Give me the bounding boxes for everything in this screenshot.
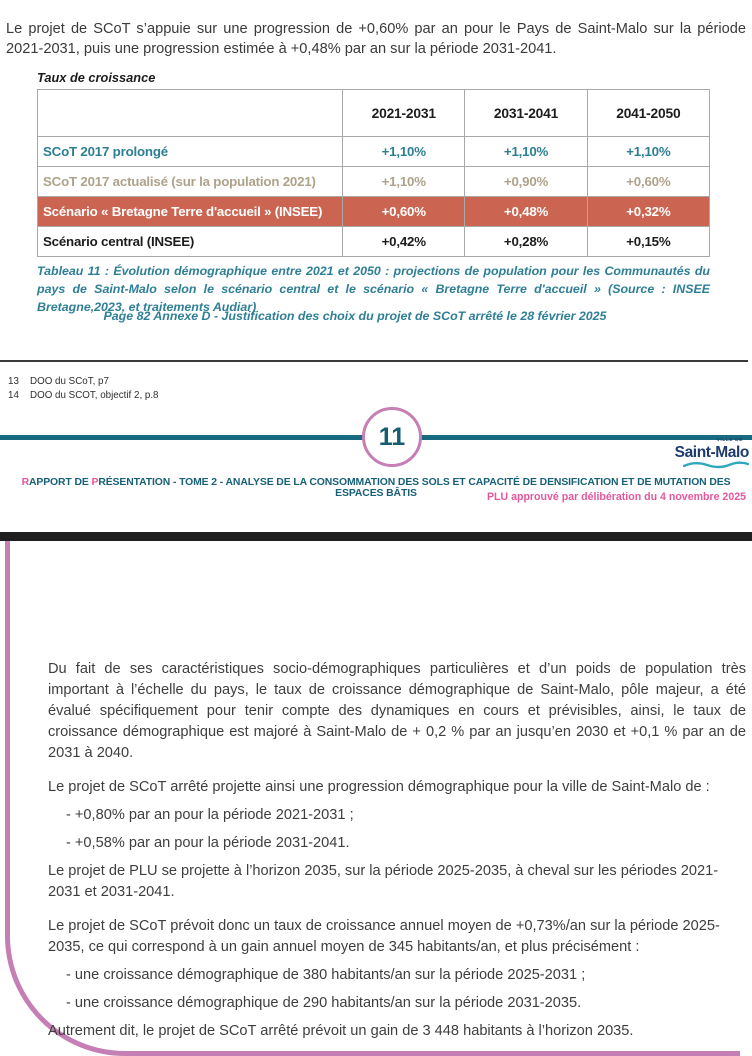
cell-value: +0,32%	[587, 197, 709, 227]
bullet-item: - +0,80% par an pour la période 2021-2031 ;	[66, 807, 354, 823]
table-row-highlighted	[38, 197, 710, 227]
bullet-item: - +0,58% par an pour la période 2031-2041.	[66, 835, 350, 851]
page-number: 11	[378, 422, 406, 451]
table-row	[38, 167, 710, 197]
growth-table-block	[37, 70, 710, 317]
footnotes	[8, 375, 159, 403]
footnote	[8, 375, 159, 389]
saint-malo-logo	[675, 439, 749, 469]
logo-tagline: VILLE DE	[716, 438, 743, 443]
report-title-initial: P	[91, 477, 99, 488]
header-empty-cell	[38, 90, 343, 137]
footnote-number: 14	[8, 390, 19, 402]
table-row	[38, 137, 710, 167]
paragraph: Le projet de SCoT arrêté projette ainsi une progression démographique pour la ville de Saint-Malo de :	[48, 779, 710, 795]
plu-approval-note: PLU approuvé par délibération du 4 novembre 2025	[486, 491, 746, 503]
lower-page	[0, 541, 752, 1039]
footnote-text: DOO du SCOT, objectif 2, p.8	[30, 390, 159, 402]
footnote-separator	[0, 360, 748, 362]
paragraph: Le projet de PLU se projette à l’horizon 2035, sur la période 2025-2035, à cheval sur les périodes 2021-2031 et 2031-2041.	[48, 863, 719, 900]
cell-value: +0,90%	[465, 167, 587, 197]
footnote-number: 13	[8, 376, 19, 387]
cell-value: +0,48%	[465, 197, 587, 227]
page-divider-bar	[0, 532, 752, 541]
cell-value: +1,10%	[343, 137, 465, 167]
bullet-item: - une croissance démographique de 290 habitants/an sur la période 2031-2035.	[66, 995, 582, 1011]
report-title-initial: R	[21, 477, 29, 488]
column-header: 2041-2050	[587, 90, 709, 137]
cell-value: +0,28%	[465, 227, 587, 257]
page-number-badge	[362, 407, 422, 467]
bullet-list	[48, 805, 746, 854]
report-title-text: RÉSENTATION - TOME 2 - ANALYSE DE LA CONSOMMATION DES SOLS ET CAPACITÉ DE DENSIFICATION ET DE MUTATION DES ESPACES BÂTIS	[98, 477, 731, 499]
table-header-row	[38, 90, 710, 137]
cell-value: +0,15%	[587, 227, 709, 257]
logo-wordmark: Saint-Malo	[674, 443, 749, 461]
bullet-list	[48, 965, 746, 1014]
report-title-text: APPORT DE	[28, 477, 92, 488]
footnote	[8, 389, 159, 403]
cell-value: +1,10%	[465, 137, 587, 167]
row-label: Scénario central (INSEE)	[38, 227, 343, 257]
cell-value: +0,60%	[587, 167, 709, 197]
growth-rate-table	[37, 89, 710, 257]
cell-value: +1,10%	[343, 167, 465, 197]
column-header: 2021-2031	[343, 90, 465, 137]
cell-value: +0,60%	[343, 197, 465, 227]
table-row	[38, 227, 710, 257]
column-header: 2031-2041	[465, 90, 587, 137]
annex-reference: Page 82 Annexe D - Justification des choix du projet de SCoT arrêté le 28 février 2025	[103, 309, 607, 323]
row-label: SCoT 2017 actualisé (sur la population 2021)	[38, 167, 343, 197]
table-caption: Tableau 11 : Évolution démographique entre 2021 et 2050 : projections de population pour les Communautés du pays de Saint-Malo selon le scénario central et le scénario « Bretagne Terre d'accueil » (Source : INSEE Bretagne,2023, et traitements Audiar)	[37, 264, 710, 314]
paragraph: Autrement dit, le projet de SCoT arrêté prévoit un gain de 3 448 habitants à l’horizon 2035.	[48, 1023, 634, 1039]
wave-icon	[683, 461, 749, 469]
footnote-text: DOO du SCoT, p7	[30, 376, 109, 387]
paragraph: Du fait de ses caractéristiques socio-démographiques particulières et d’un poids de population très important à l’échelle du pays, le taux de croissance démographique de Saint-Malo, pôle majeur, a été évalué spécifiquement pour tenir compte des dynamiques en cours et prévisibles, ainsi, le taux de croissance démographique est majoré à Saint-Malo de + 0,2 % par an jusqu’en 2030 et +0,1 % par an de 2031 à 2040.	[48, 661, 746, 761]
cell-value: +1,10%	[587, 137, 709, 167]
paragraph: Le projet de SCoT prévoit donc un taux de croissance annuel moyen de +0,73%/an sur la période 2025-2035, ce qui correspond à un gain annuel moyen de 345 habitants/an, et plus précisément :	[48, 918, 720, 955]
table-title: Taux de croissance	[37, 70, 156, 85]
bullet-item: - une croissance démographique de 380 habitants/an sur la période 2025-2031 ;	[66, 967, 586, 983]
row-label: SCoT 2017 prolongé	[38, 137, 343, 167]
cell-value: +0,42%	[343, 227, 465, 257]
intro-paragraph: Le projet de SCoT s’appuie sur une progression de +0,60% par an pour le Pays de Saint-Malo sur la période 2021-2031, puis une progression estimée à +0,48% par an sur la période 2031-2041.	[6, 20, 746, 58]
row-label: Scénario « Bretagne Terre d'accueil » (INSEE)	[38, 197, 343, 227]
